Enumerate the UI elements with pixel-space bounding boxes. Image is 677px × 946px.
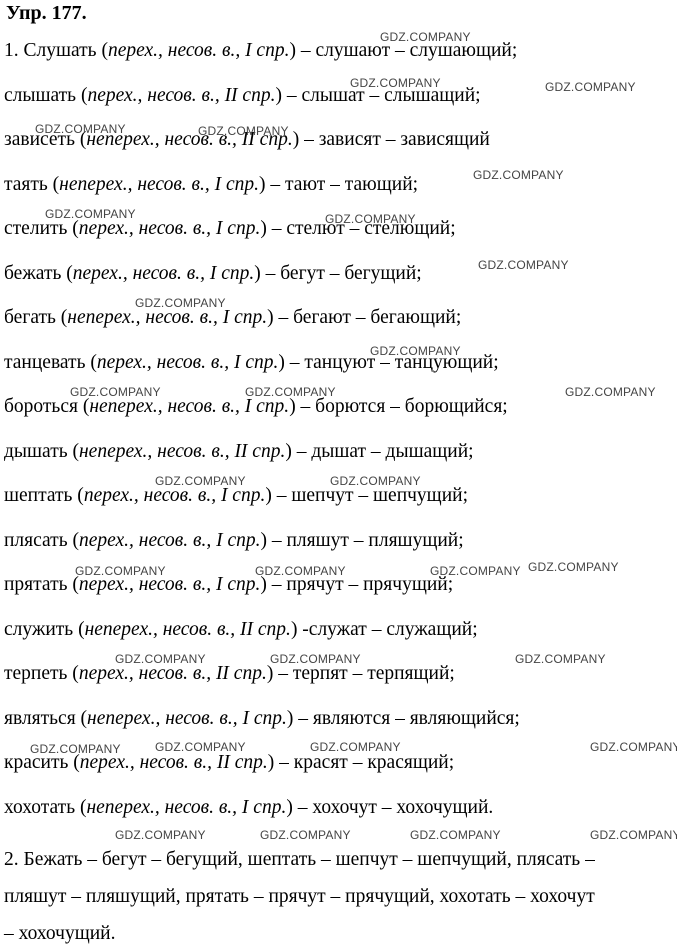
grammar-note: неперех., несов. в., II спр.: [86, 129, 293, 150]
grammar-note: перех., несов. в., II спр.: [87, 84, 276, 106]
exercise-title: Упр. 177.: [6, 2, 87, 24]
watermark: [115, 652, 206, 666]
verb-forms: ) – шепчут – шепчущий;: [265, 485, 468, 506]
watermark: [473, 168, 564, 182]
grammar-note: перех., несов. в., II спр.: [78, 663, 267, 684]
verb-infinitive: бороться (: [4, 396, 90, 417]
verb-infinitive: дышать (: [4, 440, 79, 462]
verb-row: [4, 174, 418, 196]
watermark: [528, 560, 619, 574]
grammar-note: перех., несов. в., I спр.: [96, 351, 279, 373]
verb-infinitive: таять (: [4, 173, 60, 195]
watermark: [30, 742, 121, 756]
verb-row: [4, 263, 422, 285]
grammar-note: перех., несов. в., II спр.: [79, 752, 268, 773]
watermark: [155, 740, 246, 754]
watermark: [198, 124, 289, 138]
verb-forms: ) – борются – борющийся;: [289, 396, 508, 417]
verb-infinitive: бегать (: [4, 307, 68, 328]
watermark: [325, 212, 416, 226]
grammar-note: перех., несов. в., I спр.: [107, 40, 290, 61]
watermark: [430, 564, 521, 578]
grammar-note: перех., несов. в., I спр.: [72, 262, 255, 284]
watermark: [245, 385, 336, 399]
verb-row: [4, 485, 468, 507]
grammar-note: перех., несов. в., I спр.: [83, 485, 266, 506]
watermark: [380, 30, 471, 44]
part2-line-1: 2. Бежать – бегут – бегущий, шептать – шепчут – шепчущий, плясать –: [4, 849, 595, 870]
watermark: [590, 740, 677, 754]
verb-infinitive: стелить (: [4, 218, 79, 239]
verb-infinitive: 1. Слушать (: [4, 40, 108, 61]
verb-row: [4, 396, 508, 418]
verb-forms: ) – прячут – прячущий;: [260, 574, 454, 595]
verb-forms: ) – слышат – слышащий;: [275, 84, 481, 106]
verb-infinitive: служить (: [4, 618, 85, 640]
verb-row: [4, 619, 478, 641]
grammar-note: неперех., несов. в., I спр.: [89, 396, 290, 417]
verb-forms: ) – зависят – зависящий: [292, 129, 490, 150]
verb-forms: ) – хохочут – хохочущий.: [286, 796, 494, 818]
watermark: [260, 828, 351, 842]
verb-infinitive: прятать (: [4, 574, 79, 595]
watermark: [330, 474, 421, 488]
grammar-note: перех., несов. в., I спр.: [78, 218, 261, 239]
watermark: [478, 258, 569, 272]
verb-forms: ) – танцуют – танцующий;: [278, 351, 499, 373]
verb-infinitive: красить (: [4, 752, 80, 773]
watermark: [75, 564, 166, 578]
verb-row: [4, 441, 474, 463]
watermark: [565, 385, 656, 399]
watermark: [590, 828, 677, 842]
verb-infinitive: терпеть (: [4, 663, 79, 684]
watermark: [270, 652, 361, 666]
watermark: [545, 80, 636, 94]
verb-row: [4, 530, 464, 552]
verb-infinitive: шептать (: [4, 485, 84, 506]
grammar-note: неперех., несов. в., II спр.: [84, 618, 291, 640]
grammar-note: перех., несов. в., I спр.: [78, 529, 261, 551]
verb-infinitive: хохотать (: [4, 796, 87, 818]
watermark: [410, 828, 501, 842]
part2-line-3: – хохочущий.: [4, 923, 116, 944]
verb-forms: ) – бегут – бегущий;: [254, 262, 422, 284]
verb-infinitive: бежать (: [4, 262, 73, 284]
verb-infinitive: танцевать (: [4, 351, 97, 373]
verb-infinitive: слышать (: [4, 84, 88, 106]
verb-forms: ) – красят – красящий;: [267, 752, 455, 773]
watermark: [45, 207, 136, 221]
watermark: [35, 122, 126, 136]
grammar-note: перех., несов. в., I спр.: [78, 574, 261, 595]
watermark: [370, 344, 461, 358]
verb-forms: ) – бегают – бегающий;: [267, 307, 462, 328]
verb-forms: ) – дышат – дышащий;: [285, 440, 474, 462]
watermark: [155, 474, 246, 488]
grammar-note: неперех., несов. в., I спр.: [59, 173, 260, 195]
watermark: [350, 76, 441, 90]
grammar-note: неперех., несов. в., I спр.: [87, 707, 287, 729]
watermark: [255, 564, 346, 578]
verb-forms: ) – являются – являющийся;: [286, 707, 520, 729]
verb-row: [4, 307, 461, 329]
verb-infinitive: зависеть (: [4, 129, 87, 150]
watermark: [70, 385, 161, 399]
verb-infinitive: плясать (: [4, 529, 79, 551]
part2-line-2: пляшут – пляшущий, прятать – прячут – прячущий, хохотать – хохочут: [4, 886, 595, 907]
verb-row: [4, 663, 455, 685]
watermark: [515, 652, 606, 666]
verb-forms: ) -служат – служащий;: [290, 618, 478, 640]
verb-infinitive: являться (: [4, 707, 88, 729]
verb-row: [4, 708, 520, 730]
grammar-note: неперех., несов. в., I спр.: [86, 796, 287, 818]
verb-forms: ) – тают – тающий;: [259, 173, 419, 195]
verb-forms: ) – слушают – слушающий;: [289, 40, 518, 61]
verb-forms: ) – стелют – стелющий;: [260, 218, 456, 239]
grammar-note: неперех., несов. в., II спр.: [78, 440, 286, 462]
verb-row: [4, 797, 493, 819]
grammar-note: неперех., несов. в., I спр.: [67, 307, 268, 328]
watermark: [135, 296, 226, 310]
verb-forms: ) – пляшут – пляшущий;: [260, 529, 464, 551]
verb-row: [4, 574, 453, 596]
verb-forms: ) – терпят – терпящий;: [266, 663, 455, 684]
watermark: [310, 740, 401, 754]
watermark: [115, 828, 206, 842]
